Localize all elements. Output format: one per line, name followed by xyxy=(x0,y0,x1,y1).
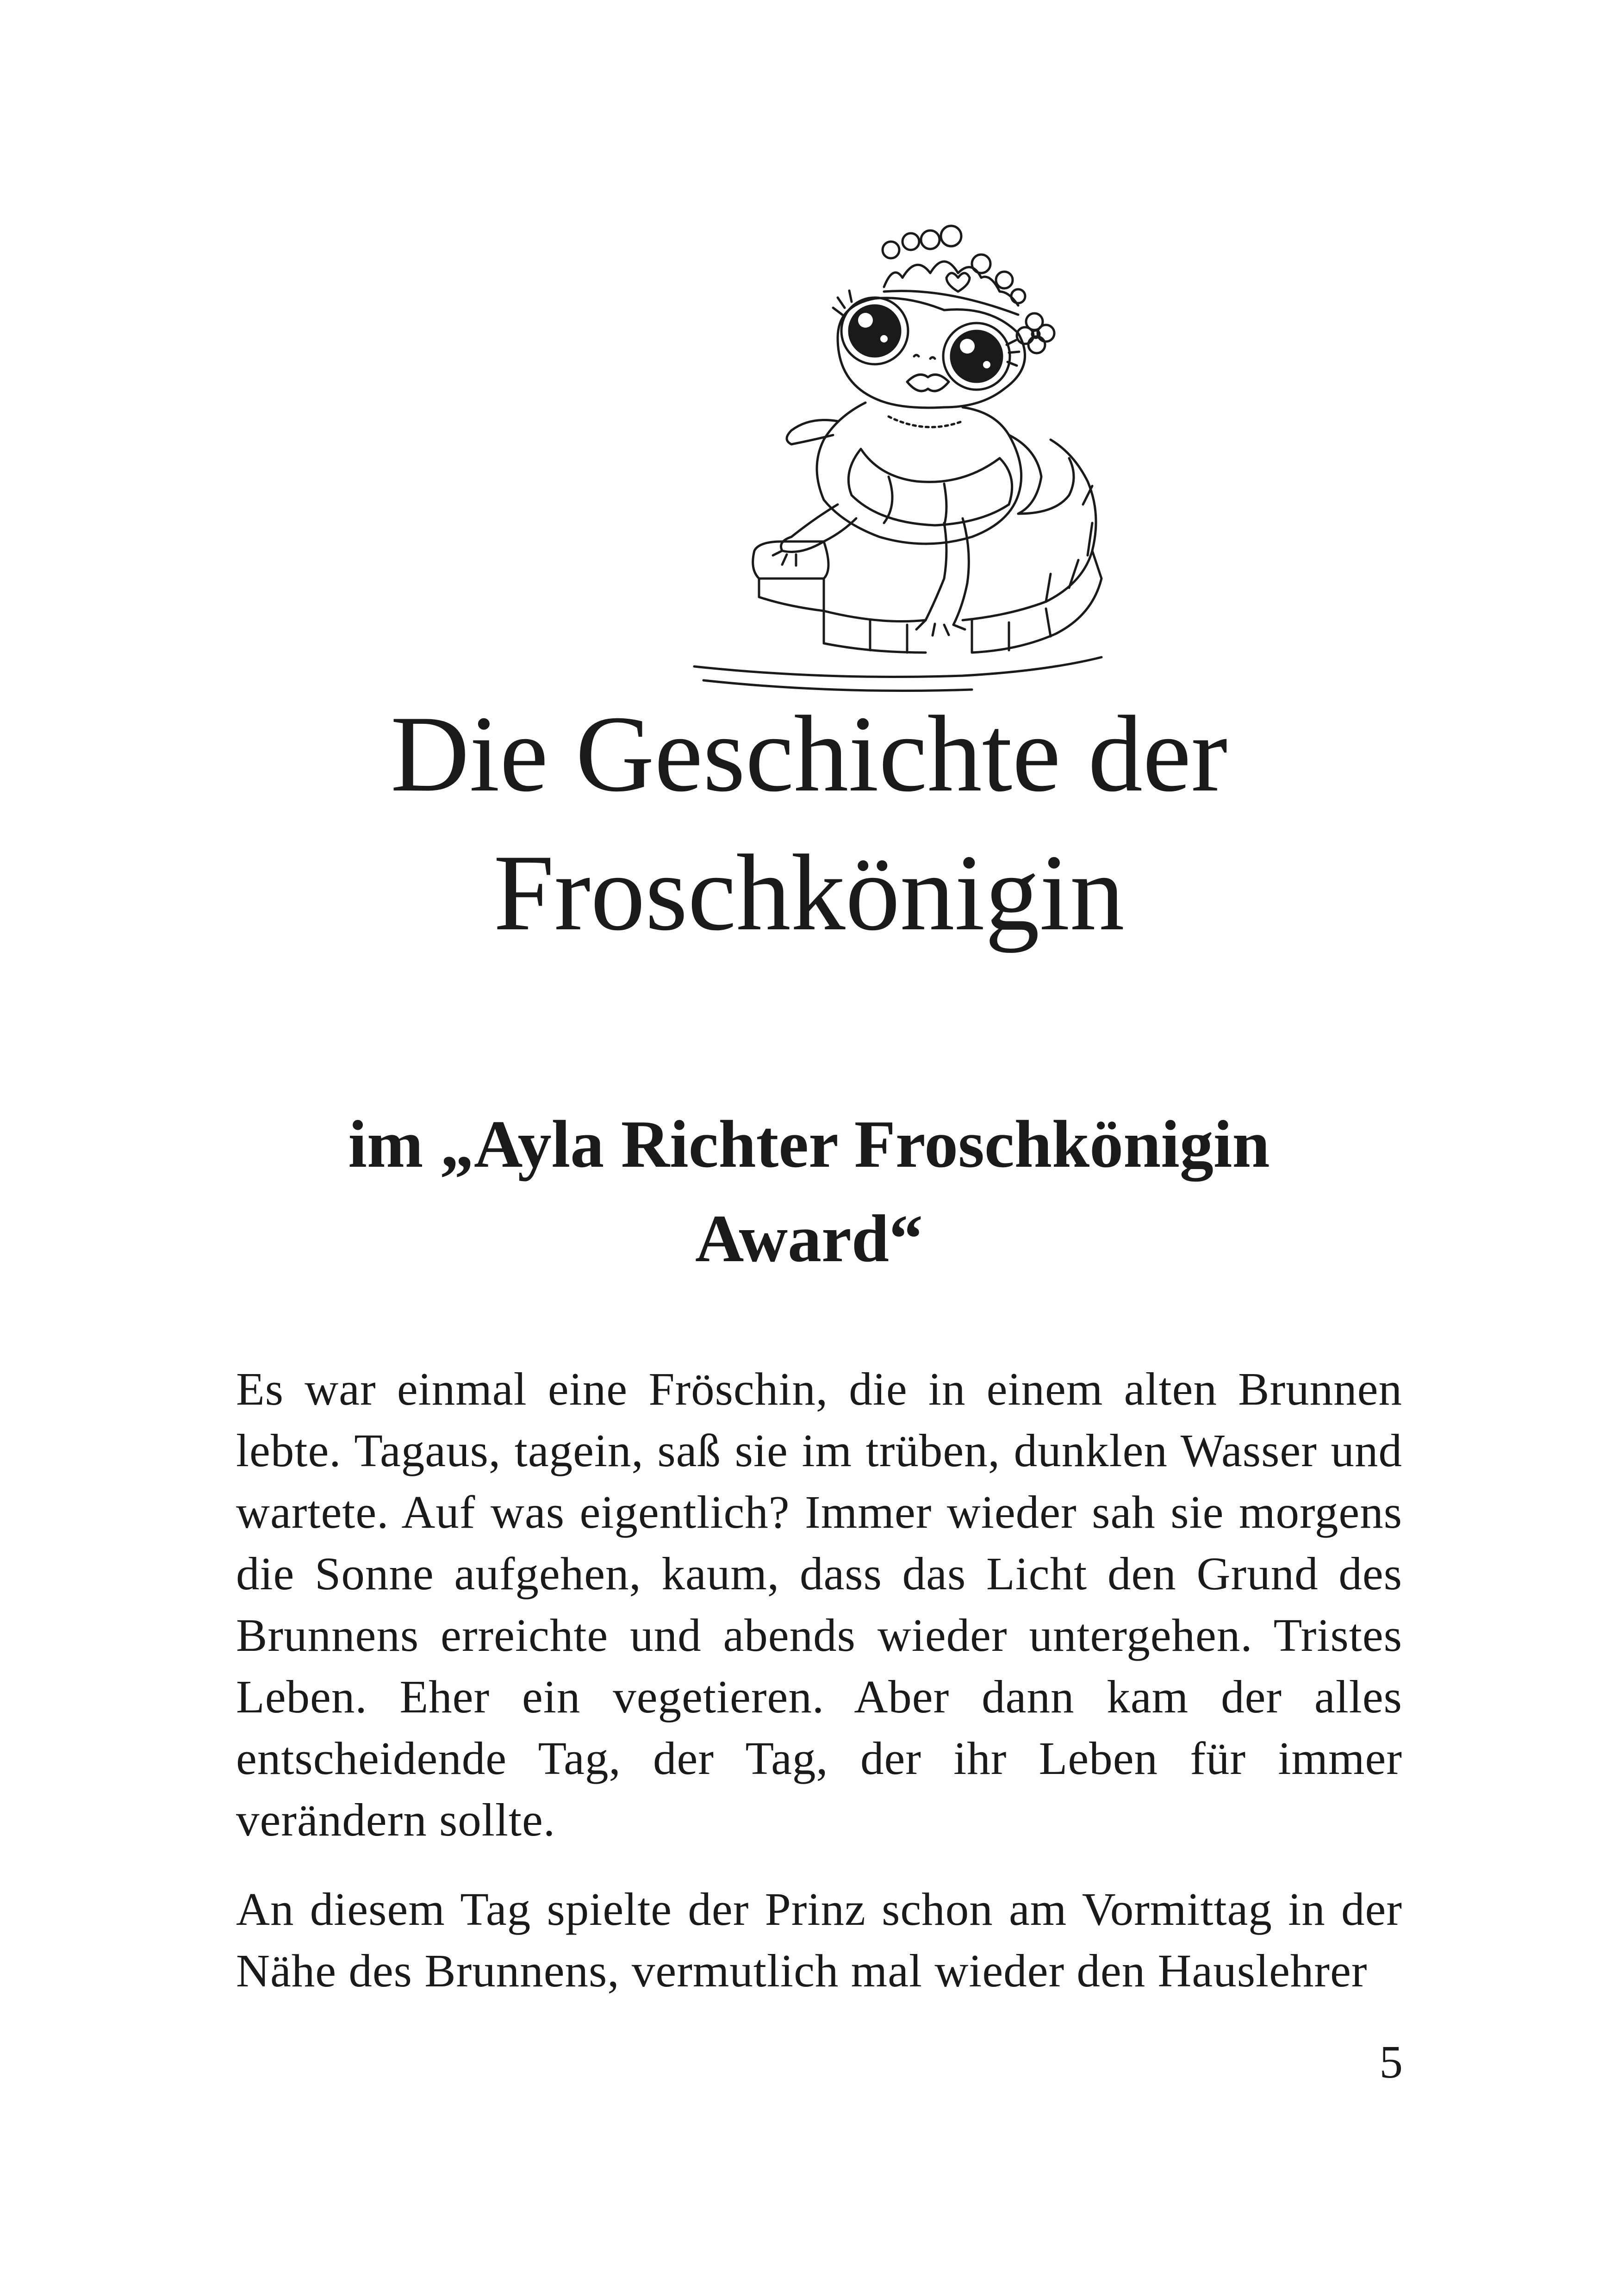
flower-icon xyxy=(1017,313,1054,353)
page-title xyxy=(0,685,1618,963)
title-line-1: Die Geschichte der xyxy=(390,694,1228,815)
right-eye-icon xyxy=(943,323,1019,390)
subtitle xyxy=(0,1097,1618,1286)
well-icon xyxy=(753,440,1101,653)
subtitle-line-2: Award“ xyxy=(695,1201,923,1276)
subtitle-line-1: im „Ayla Richter Froschkönigin xyxy=(348,1107,1270,1182)
frog-body xyxy=(817,403,1021,544)
paragraph: An diesem Tag spielte der Prinz schon am Vormittag in der Nähe des Brunnens, vermutlich mal wieder den Hauslehrer xyxy=(236,1883,1402,1997)
page-number: 5 xyxy=(1379,2036,1403,2088)
frog-queen-illustration-icon xyxy=(685,218,1139,699)
mouth xyxy=(907,374,949,391)
crown-icon xyxy=(883,226,1025,315)
title-line-2: Froschkönigin xyxy=(493,833,1125,953)
paragraph: Es war einmal eine Fröschin, die in einem alten Brunnen lebte. Tagaus, tagein, saß sie im trüben, dunklen Wasser und wartete. Auf was eigentlich? Immer wieder sah sie morgens die Sonne aufgehen, kaum, dass das Licht den Grund des Brunnens erreichte und abends wieder untergehen. Tristes Leben. Eher ein vegetieren. Aber dann kam der alles entscheidende Tag, der Tag, der ihr Leben für immer verändern sollte. xyxy=(236,1363,1402,1846)
left-eye-icon xyxy=(833,291,908,364)
story-text xyxy=(236,1358,1402,2029)
